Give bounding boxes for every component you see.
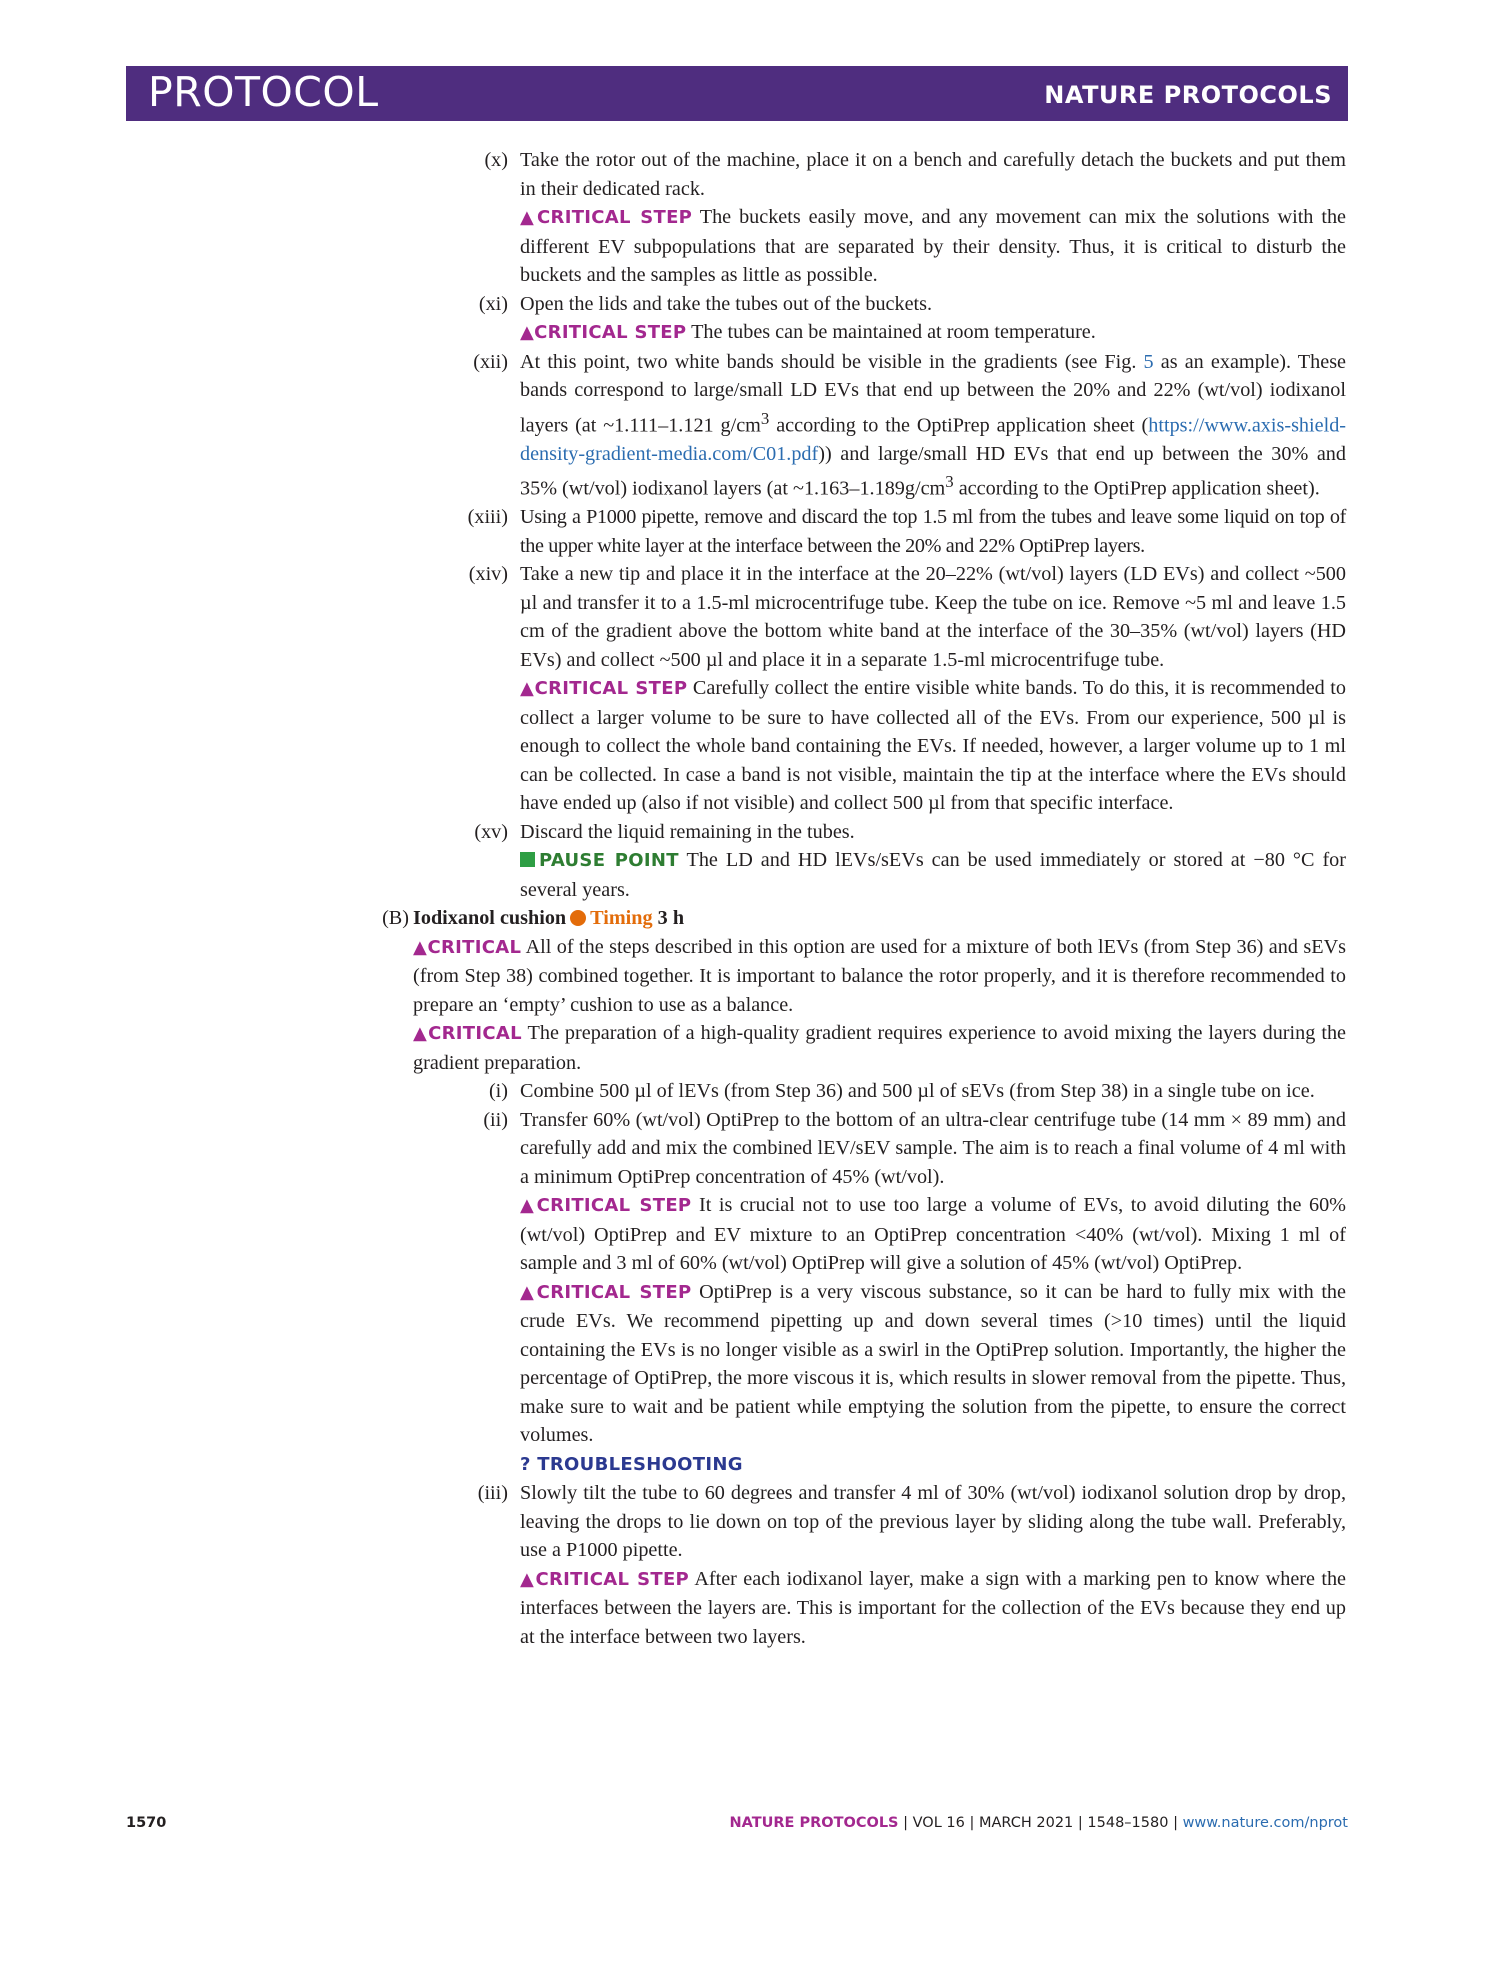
page-number: 1570 [126,1815,167,1831]
step-text: Using a P1000 pipette, remove and discard the top 1.5 ml from the tubes and leave some liquid on top of the upper white layer at the interface between the 20% and 22% OptiPrep layers. [520,506,1346,557]
critical-step-text: The tubes can be maintained at room temperature. [691,321,1096,343]
page-body [382,146,1347,1651]
footer-pages: 1548–1580 [1087,1815,1169,1831]
step-i [446,1077,1346,1106]
footer-separator: | [969,1815,975,1831]
critical-step-text: Carefully collect the entire visible white bands. To do this, it is recommended to collect a larger volume to be sure to have collected all of the EVs. From our experience, 500 µl is enough to collect the whole band containing the EVs. If needed, however, a larger volume up to 1 ml can be collected. In case a band is not visible, maintain the tip at the interface where the EVs should have ended up (also if not visible) and collect 500 µl from that specific interface. [520,677,1346,815]
critical-step-label: ▲CRITICAL STEP [520,207,693,228]
step-xi [446,290,1346,348]
step-text: as an example). These bands correspond to large/small LD EVs that end up between the 20% and 22% (wt/vol) iodixanol layers (at ~1.111–1.121 g/cm [520,350,1347,437]
critical-step-text: OptiPrep is a very viscous substance, so it can be hard to fully mix with the crude EVs. We recommend pipetting up and down several times (>10 times) until the liquid containing the EVs is no longer visible as a swirl in the OptiPrep solution. Importantly, the higher the percentage of OptiPrep, the more viscous it is, which results in slower removal from the pipette. Thus, make sure to wait and be patient while emptying the solution from the pipette, to ensure the correct volumes. [520,1280,1347,1447]
step-text: Combine 500 µl of lEVs (from Step 36) and 500 µl of sEVs (from Step 38) in a single tube on ice. [520,1080,1315,1103]
footer-journal: NATURE PROTOCOLS [729,1815,899,1831]
step-text: )) and large/small HD EVs that end up between the 30% and 35% (wt/vol) iodixanol layers (at ~1.163–1.189g/cm [520,442,1346,500]
critical-step-text: The buckets easily move, and any movement can mix the solutions with the different EV subpopulations that are separated by their density. Thus, it is critical to disturb the buckets and the samples as little as possible. [520,206,1346,286]
step-number: (xi) [478,292,508,315]
external-link[interactable]: https://www.axis-shield-density-gradient-media.com/C01.pdf [520,414,1347,465]
option-b [382,904,1347,1077]
critical-step-text: After each iodixanol layer, make a sign with a marking pen to know where the interfaces between the layers are. This is important for the collection of the EVs because they end up at the interface between two layers. [520,1567,1346,1648]
step-text: Take the rotor out of the machine, place it on a bench and carefully detach the buckets and put them in their dedicated rack. [520,149,1346,200]
step-number: (x) [484,149,508,171]
critical-label: ▲CRITICAL [413,1023,522,1045]
superscript: 3 [760,408,770,428]
header-bar [126,66,1348,121]
timing-clock-icon [570,910,586,926]
step-text: Open the lids and take the tubes out of the buckets. [520,292,933,315]
critical-step-text: It is crucial not to use too large a volume of EVs, to avoid diluting the 60% (wt/vol) OptiPrep and EV mixture to an OptiPrep concentration <40% (wt/vol). Mixing 1 ml of sample and 3 ml of 60% (wt/vol) OptiPrep will give a solution of 45% (wt/vol) OptiPrep. [520,1194,1346,1275]
step-text: Take a new tip and place it in the interface at the 20–22% (wt/vol) layers (LD EVs) and collect ~500 µl and transfer it to a 1.5-ml microcentrifuge tube. Keep the tube on ice. Remove ~5 ml and leave 1.5 cm of the gradient above the bottom white band at the interface of the 30–35% (wt/vol) layers (HD EVs) and collect ~500 µl and place it in a separate 1.5-ml microcentrifuge tube. [520,563,1346,671]
critical-step-label: ▲CRITICAL STEP [520,1568,690,1590]
step-number: (xiv) [468,563,508,586]
step-number: (xiii) [467,506,508,529]
pause-square-icon [520,852,535,867]
step-text: according to the OptiPrep application sheet ( [776,414,1149,437]
timing-value: 3 h [657,907,685,930]
pause-point-text: The LD and HD lEVs/sEVs can be used immediately or stored at −80 °C for several years. [520,849,1346,901]
timing-label: Timing [590,907,653,930]
step-iii [446,1479,1346,1651]
critical-step-label: ▲CRITICAL STEP [520,678,688,700]
figure-reference-link[interactable]: 5 [1143,350,1154,373]
step-text: according to the OptiPrep application sheet). [958,477,1320,500]
superscript: 3 [945,472,954,492]
step-text: Slowly tilt the tube to 60 degrees and transfer 4 ml of 30% (wt/vol) iodixanol solution drop by drop, leaving the drops to lie down on top of the previous layer by sliding along the tube wall. Preferably, use a P1000 pipette. [520,1482,1346,1562]
critical-text: All of the steps described in this option are used for a mixture of both lEVs (from Step 36) and sEVs (from Step 38) combined together. It is important to balance the rotor properly, and it is therefore recommended to prepare an ‘empty’ cushion to use as a balance. [413,935,1347,1016]
footer-separator: | [1077,1815,1083,1831]
footer-url-link[interactable]: www.nature.com/nprot [1182,1815,1348,1831]
footer-date: MARCH 2021 [978,1815,1074,1831]
step-xiii [446,503,1346,560]
footer-citation [730,1815,1349,1831]
option-title: Iodixanol cushion [413,907,567,930]
step-number: (i) [488,1080,508,1103]
step-number: (iii) [477,1482,508,1505]
step-x [446,146,1346,290]
critical-step-label: ▲CRITICAL STEP [520,1195,692,1217]
step-text: Discard the liquid remaining in the tubes. [520,820,855,843]
critical-step-label: ▲CRITICAL STEP [520,322,687,343]
critical-text: The preparation of a high-quality gradient requires experience to avoid mixing the layers during the gradient preparation. [413,1022,1347,1074]
option-number: (B) [382,907,409,930]
journal-name: NATURE PROTOCOLS [1044,81,1332,109]
step-number: (ii) [483,1108,508,1131]
step-number: (xii) [473,350,508,373]
step-text: At this point, two white bands should be visible in the gradients (see Fig. [520,350,1137,373]
step-xv [446,818,1346,905]
step-xii [446,348,1346,504]
step-text: Transfer 60% (wt/vol) OptiPrep to the bottom of an ultra-clear centrifuge tube (14 mm × 89 mm) and carefully add and mix the combined lEV/sEV sample. The aim is to reach a final volume of 4 ml with a minimum OptiPrep concentration of 45% (wt/vol). [520,1108,1346,1188]
step-xiv [446,560,1346,818]
troubleshooting-link[interactable]: ? TROUBLESHOOTING [520,1453,743,1475]
critical-label: ▲CRITICAL [413,936,522,958]
critical-step-label: ▲CRITICAL STEP [520,1281,692,1303]
page-footer [126,1815,1348,1839]
step-number: (xv) [474,820,508,843]
step-ii [446,1106,1346,1480]
footer-separator: | [1173,1815,1178,1831]
pause-point-label: PAUSE POINT [539,850,679,872]
section-label: PROTOCOL [148,68,379,116]
footer-volume: VOL 16 [912,1815,965,1831]
footer-separator: | [903,1815,909,1831]
